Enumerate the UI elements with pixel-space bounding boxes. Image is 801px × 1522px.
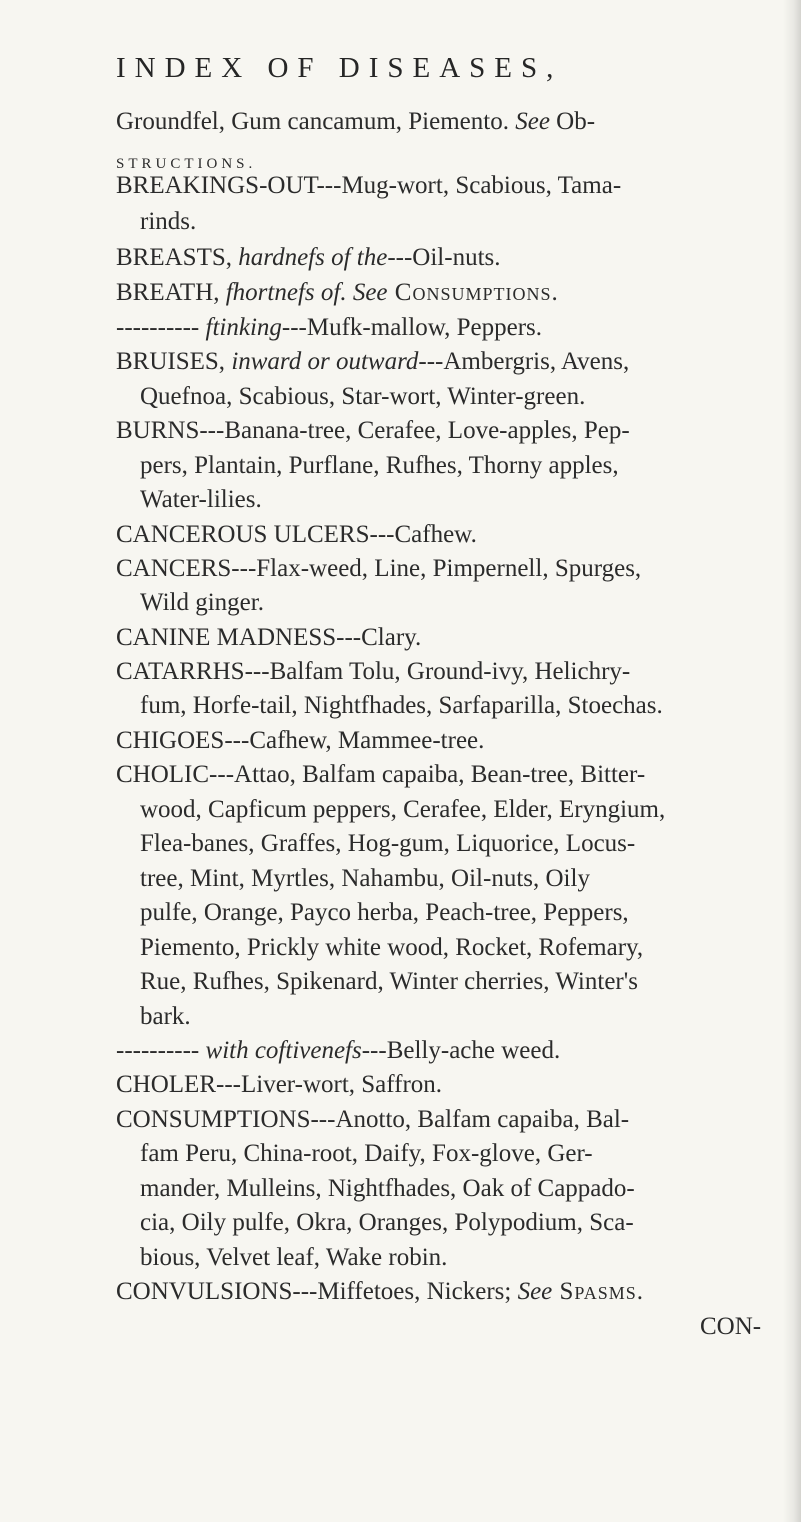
index-line	[116, 761, 645, 789]
index-line	[140, 1244, 447, 1272]
index-text: BREAKINGS-OUT---Mug-wort, Scabious, Tama-	[116, 172, 622, 199]
index-line	[116, 1278, 644, 1306]
index-text: BURNS---Banana-tree, Cerafee, Love-apples, Pep-	[116, 417, 630, 444]
index-line	[140, 1175, 635, 1203]
index-text: ---Mufk-mallow, Peppers.	[281, 314, 543, 341]
index-line	[116, 279, 559, 307]
index-text: CON-	[700, 1313, 762, 1340]
index-text: Wild ginger.	[140, 589, 264, 616]
index-text: ----------	[116, 314, 206, 341]
index-text: pers, Plantain, Purflane, Rufhes, Thorny apples,	[140, 452, 619, 479]
index-text: Piemento, Prickly white wood, Rocket, Rofemary,	[140, 934, 644, 961]
index-text: BREATH,	[116, 279, 226, 306]
index-line	[140, 1003, 191, 1031]
index-text: bark.	[140, 1003, 191, 1030]
index-line	[140, 968, 638, 996]
index-text: See	[517, 1278, 553, 1305]
index-line	[116, 147, 256, 175]
index-line	[140, 899, 629, 927]
index-text: See	[515, 108, 550, 135]
index-line	[116, 1106, 629, 1134]
index-line	[116, 314, 542, 342]
index-text: ---Belly-ache weed.	[361, 1037, 561, 1064]
index-text: CANCEROUS ULCERS---Cafhew.	[116, 521, 477, 548]
index-text: Consumptions.	[387, 279, 559, 306]
index-text: bious, Velvet leaf, Wake robin.	[140, 1244, 448, 1271]
index-text: STRUCTIONS.	[116, 156, 257, 172]
index-line	[140, 830, 635, 858]
index-text: ---Ambergris, Avens,	[418, 348, 630, 375]
index-line	[116, 727, 484, 755]
index-text: rinds.	[140, 208, 197, 235]
index-text: Groundfel, Gum cancamum, Piemento.	[116, 108, 516, 135]
index-text: inward or outward	[231, 348, 419, 375]
index-text: fum, Horfe-tail, Nightfhades, Sarfaparilla, Stoechas.	[140, 692, 663, 719]
index-line	[116, 417, 630, 445]
index-text: Flea-banes, Graffes, Hog-gum, Liquorice, Locus-	[140, 830, 636, 857]
index-text: BRUISES,	[116, 348, 232, 375]
index-text: Water-lilies.	[140, 486, 262, 513]
index-line	[140, 865, 590, 893]
index-line	[140, 1209, 634, 1237]
index-text: pulfe, Orange, Payco herba, Peach-tree, Peppers,	[140, 899, 629, 926]
index-text: Spasms.	[552, 1278, 645, 1305]
index-text: CHOLER---Liver-wort, Saffron.	[116, 1071, 443, 1098]
index-text: tree, Mint, Myrtles, Nahambu, Oil-nuts, Oily	[140, 865, 590, 892]
index-line	[116, 658, 630, 686]
index-line	[140, 692, 663, 720]
index-text: CANINE MADNESS---Clary.	[116, 624, 422, 651]
index-line	[140, 383, 585, 411]
index-text: Quefnoa, Scabious, Star-wort, Winter-green.	[140, 383, 586, 410]
index-line	[140, 452, 619, 480]
index-text: ---Oil-nuts.	[387, 244, 501, 271]
index-text: Rue, Rufhes, Spikenard, Winter cherries, Winter's	[140, 968, 638, 995]
index-text: fam Peru, China-root, Daify, Fox-glove, Ger-	[140, 1140, 593, 1167]
index-line	[140, 208, 196, 236]
index-text: Ob-	[549, 108, 596, 135]
index-text: hardnefs of the	[238, 244, 388, 271]
index-line	[116, 348, 629, 376]
index-line	[116, 1037, 560, 1065]
index-text: wood, Capficum peppers, Cerafee, Elder, Eryngium,	[140, 796, 666, 823]
index-text: CONSUMPTIONS---Anotto, Balfam capaiba, Bal-	[116, 1106, 630, 1133]
index-text: CANCERS---Flax-weed, Line, Pimpernell, Spurges,	[116, 555, 642, 582]
index-line	[700, 1313, 761, 1341]
index-line	[116, 555, 641, 583]
index-line	[140, 934, 643, 962]
index-line	[116, 244, 501, 272]
index-line	[116, 624, 421, 652]
page-header: INDEX OF DISEASES,	[116, 52, 563, 84]
index-line	[116, 108, 595, 136]
index-line	[116, 172, 621, 200]
index-text: fhortnefs of. See	[225, 279, 388, 306]
index-text: CHIGOES---Cafhew, Mammee-tree.	[116, 727, 485, 754]
index-text: ----------	[116, 1037, 206, 1064]
index-text: with coftivenefs	[205, 1037, 362, 1064]
index-line	[140, 796, 665, 824]
index-text: cia, Oily pulfe, Okra, Oranges, Polypodium, Sca-	[140, 1209, 634, 1236]
index-text: BREASTS,	[116, 244, 239, 271]
index-line	[140, 486, 262, 514]
index-line	[140, 589, 264, 617]
index-line	[116, 521, 477, 549]
index-text: CATARRHS---Balfam Tolu, Ground-ivy, Helichry-	[116, 658, 631, 685]
index-text: ftinking	[205, 314, 282, 341]
index-text: CHOLIC---Attao, Balfam capaiba, Bean-tree, Bitter-	[116, 761, 646, 788]
index-line	[140, 1140, 593, 1168]
page-edge-shadow	[783, 0, 801, 1522]
index-line	[116, 1071, 442, 1099]
index-text: CONVULSIONS---Miffetoes, Nickers;	[116, 1278, 518, 1305]
index-text: mander, Mulleins, Nightfhades, Oak of Cappado-	[140, 1175, 635, 1202]
